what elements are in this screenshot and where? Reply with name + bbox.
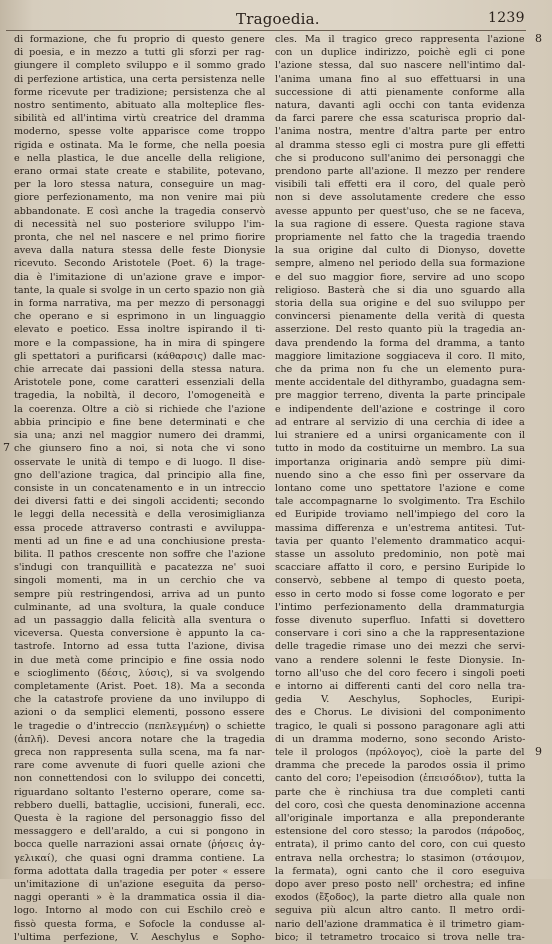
text-line: abbia principio e fine bene determinati e che <box>14 416 265 428</box>
text-line: da farci parere che essa scaturisca proprio dal- <box>275 113 525 125</box>
text-line: rebbero duelli, battaglie, uccisioni, funerali, ecc. <box>14 799 265 811</box>
text-line: γελικαί), che quasi ogni dramma contiene. La <box>14 852 265 864</box>
text-line: tale accompagnarne lo svolgimento. Tra Eschilo <box>275 496 525 508</box>
text-line: azioni o da semplici elementi, possono essere <box>14 707 265 719</box>
text-line: la coerenza. Oltre a ciò si richiede che l'azione <box>14 403 265 415</box>
text-line: gno dell'azione tragica, dal principio alla fine, <box>14 469 265 481</box>
text-line: massima differenza e un'estrema antitesi. Tut- <box>275 522 525 534</box>
text-line: lui straniere ed a unirsi organicamente con il <box>275 430 525 442</box>
text-line: tele il prologos (πρόλογος), cioè la parte del <box>275 746 525 758</box>
text-line: entrava nella orchestra; lo stasimon (στάσιμον, <box>275 852 525 864</box>
text-line: singoli momenti, ma in un cerchio che va <box>14 575 265 587</box>
text-line: cles. Ma il tragico greco rappresenta l'azione <box>275 34 525 45</box>
text-line: non connettendosi con lo sviluppo dei concetti, <box>14 773 265 785</box>
text-line: canto del coro; l'epeisodion (ἐπεισόδιον), tutta la <box>275 773 525 785</box>
text-line: naggi operanti » è la drammatica ossia il dia- <box>14 892 265 904</box>
text-line: di perfezione artistica, una certa persistenza nelle <box>14 73 265 85</box>
text-line: e indipendente dell'azione e costringe il coro <box>275 403 525 415</box>
text-line: nostro sentimento, abituato alla molteplice fles- <box>14 100 265 112</box>
text-line: l'ultima perfezione, V. Aeschylus e Sopho- <box>14 931 265 943</box>
text-line: un'imitazione di un'azione eseguita da perso- <box>14 879 265 890</box>
text-line: estensione del coro stesso; la parodos (πάροδος, <box>275 826 525 838</box>
text-line: l'azione stessa, dal suo nascere nell'intimo dal- <box>275 60 525 72</box>
text-line: convincersi pienamente della verità di questa <box>275 311 525 323</box>
text-line: prendono parte all'azione. Il mezzo per rendere <box>275 166 525 178</box>
text-line: sempre, almeno nel periodo della sua formazione <box>275 258 525 270</box>
text-line: riguardano soltanto l'esterno operare, come sa- <box>14 786 265 798</box>
text-line: gli spettatori a purificarsi (κάθαρσις) dalle mac- <box>14 350 265 362</box>
text-line: dava prendendo la forma del dramma, a tanto <box>275 337 525 349</box>
text-line: l'intimo perfezionamento della drammaturgia <box>275 601 525 613</box>
text-line: la sua origine dal culto di Dionyso, dovette <box>275 245 525 257</box>
text-line: erano ormai state create e stabilite, potevano, <box>14 166 265 178</box>
text-line: Questa è la ragione del personaggio fisso del <box>14 812 265 824</box>
margin-number: 8 <box>535 32 542 45</box>
text-line: ed Euripide troviamo nell'impiego del coro la <box>275 509 525 521</box>
text-line: aveva dalla natura stessa delle feste Dionysie <box>14 245 265 257</box>
text-line: natura, davanti agli occhi con tanta evidenza <box>275 100 525 112</box>
text-line: forma adottata dalla tragedia per poter « essere <box>14 865 265 877</box>
left-column <box>14 33 265 944</box>
text-line: tastrofe. Intorno ad essa tutta l'azione, divisa <box>14 641 265 653</box>
text-line: culminante, ad una svoltura, la quale conduce <box>14 601 265 613</box>
text-line: exodos (ἔξοδος), la parte dietro alla quale non <box>275 892 525 904</box>
text-line: bilita. Il pathos crescente non soffre che l'azione <box>14 548 265 560</box>
text-line: chie arrecate dai passioni della stessa natura. <box>14 364 265 376</box>
text-line: la sua ragione di essere. Questa ragione stava <box>275 218 525 230</box>
text-line: la fermata), ogni canto che il coro eseguiva <box>275 865 525 877</box>
text-line: e del suo maggior fiore, servire ad uno scopo <box>275 271 525 283</box>
text-line: completamente (Arist. Poet. 18). Ma a seconda <box>14 680 265 692</box>
page-number: 1239 <box>488 10 525 26</box>
text-line: l'anima umana fino al suo effettuarsi in una <box>275 73 525 85</box>
text-line: bico; il tetrametro trocaico si trova nelle tra- <box>275 931 525 943</box>
text-line: le leggi della necessità e della verosimiglianza <box>14 509 265 521</box>
text-line: pre maggior terreno, diventa la parte principale <box>275 390 525 402</box>
text-line: dopo aver preso posto nell' orchestra; ed infine <box>275 879 525 890</box>
text-line: lontano come uno spettatore l'azione e come <box>275 482 525 494</box>
text-line: e intorno ai differenti canti del coro nella tra- <box>275 680 525 692</box>
text-line: vano a rendere solenni le feste Dionysie. In- <box>275 654 525 666</box>
text-line: mente accidentale del dithyrambo, guadagna sem- <box>275 377 525 389</box>
text-line: con un duplice indirizzo, poichè egli ci pone <box>275 47 525 59</box>
text-line: gedia V. Aeschylus, Sophocles, Euripi- <box>275 694 525 706</box>
text-line: che si producono sull'animo dei personaggi che <box>275 152 525 164</box>
text-line: delle tragedie rimase uno dei mezzi che servi- <box>275 641 525 653</box>
text-line: asserzione. Del resto quanto più la tragedia an- <box>275 324 525 336</box>
text-line: del coro, così che questa denominazione accenna <box>275 799 525 811</box>
text-line: conservare i cori sino a che la rappresentazione <box>275 628 525 640</box>
text-line: s'indugi con tranquillità e pacatezza ne' suoi <box>14 562 265 574</box>
text-line: des e Chorus. Le divisioni del componimento <box>275 707 525 719</box>
text-line: abbandonate. E così anche la tragedia conservò <box>14 205 265 217</box>
text-line: consiste in un concatenamento e in un intreccio <box>14 482 265 494</box>
page-header <box>0 10 552 30</box>
text-line: di formazione, che fu proprio di questo genere <box>14 34 265 45</box>
text-line: dramma che precede la parodos ossia il primo <box>275 760 525 772</box>
text-line: esso in certo modo si fosse come logorato e per <box>275 588 525 600</box>
text-line: rare come avvenute di fuori quelle azioni che <box>14 760 265 772</box>
text-line: fosse divenuto superfluo. Infatti si dovettero <box>275 614 525 626</box>
text-line: sempre più restringendosi, arriva ad un punto <box>14 588 265 600</box>
text-line: le tragedie o d'intreccio (πεπλεγμένη) o schiette <box>14 720 265 732</box>
text-line: logo. Intorno al modo con cui Eschilo creò e <box>14 905 265 917</box>
text-line: fissò questa forma, e Sofocle la condusse al- <box>14 918 265 930</box>
text-line: entrata), il primo canto del coro, con cui questo <box>275 839 525 851</box>
text-line: dia è l'imitazione di un'azione grave e impor- <box>14 271 265 283</box>
text-line: nario dell'azione drammatica è il trimetro giam- <box>275 918 525 930</box>
text-line: tutto in modo da costituirne un membro. La sua <box>275 443 525 455</box>
text-line: scacciare affatto il coro, e persino Euripide lo <box>275 562 525 574</box>
text-line: forme ricevute per tradizione; persistenza che al <box>14 86 265 98</box>
text-line: seguiva più alcun altro canto. Il metro ordi- <box>275 905 525 917</box>
text-line: moderno, spesse volte apparisce come troppo <box>14 126 265 138</box>
text-line: Aristotele pone, come caratteri essenziali della <box>14 377 265 389</box>
text-line: menti ad un fine e ad una conchiusione presta- <box>14 535 265 547</box>
text-line: greca non rappresenta sulla scena, ma fa nar- <box>14 746 265 758</box>
text-line: all'originale importanza e alla preponderante <box>275 812 525 824</box>
text-line: ad un passaggio dalla felicità alla sventura o <box>14 614 265 626</box>
text-line: e scioglimento (δέσις, λύσις), si va svolgendo <box>14 667 265 679</box>
text-line: in due metà come principio e fine ossia nodo <box>14 654 265 666</box>
text-line: sibilità ed all'intima virtù creatrice del dramma <box>14 113 265 125</box>
margin-number: 7 <box>3 441 10 455</box>
text-line: tragedia, la nobiltà, il decoro, l'omogeneità e <box>14 390 265 402</box>
text-line: messaggero e dell'araldo, a cui si pongono in <box>14 826 265 838</box>
text-line: propriamente nel fatto che la tragedia traendo <box>275 232 525 244</box>
text-line: in forma narrativa, ma per mezzo di personaggi <box>14 298 265 310</box>
text-line: rigida e ostinata. Ma le forme, che nella poesia <box>14 139 265 151</box>
text-line: visibili tali effetti era il coro, del quale però <box>275 179 525 191</box>
text-line: storia della sua origine e del suo sviluppo per <box>275 298 525 310</box>
text-line: non si deve assolutamente credere che esso <box>275 192 525 204</box>
text-line: giungere il completo sviluppo e il sommo grado <box>14 60 265 72</box>
text-line: avesse appunto per quest'uso, che se ne faceva, <box>275 205 525 217</box>
running-title: Tragoedia. <box>236 10 320 28</box>
text-line: l'anima nostra, mentre d'altra parte per entro <box>275 126 525 138</box>
text-line: elevato e poetico. Essa inoltre ispirando il ti- <box>14 324 265 336</box>
text-line: tragico, le quali si possono paragonare agli atti <box>275 720 525 732</box>
text-line: giore perfezionamento, ma non venire mai più <box>14 192 265 204</box>
text-line: essa procede attraverso contrasti e avviluppa- <box>14 522 265 534</box>
text-line: e nella plastica, le due ancelle della religione, <box>14 152 265 164</box>
text-line: osservate le unità di tempo e di luogo. Il dise- <box>14 456 265 468</box>
text-line: religioso. Basterà che si dia uno sguardo alla <box>275 284 525 296</box>
text-line: per la loro stessa natura, conseguire un mag- <box>14 179 265 191</box>
header-rule <box>6 30 526 31</box>
text-line: torno all'uso che del coro fecero i singoli poeti <box>275 667 525 679</box>
text-line: conservò, sebbene al tempo di questo poeta, <box>275 575 525 587</box>
text-line: more e la compassione, ha in mira di spingere <box>14 337 265 349</box>
margin-number: 9 <box>535 744 542 758</box>
text-line: nuendo sino a che esso finì per osservare da <box>275 469 525 481</box>
text-line: sia una; anzi nel maggior numero dei drammi, <box>14 430 265 442</box>
right-column <box>275 33 525 944</box>
text-line: viceversa. Questa conversione è appunto la ca- <box>14 628 265 640</box>
text-line: stasse un assoluto predominio, non potè mai <box>275 548 525 560</box>
text-line: di un dramma moderno, sono secondo Aristo- <box>275 733 525 745</box>
text-line: importanza originaria andò sempre più dimi- <box>275 456 525 468</box>
text-line: che giunsero fino a noi, si nota che vi sono <box>14 443 265 455</box>
text-line: maggiore limitazione soggiaceva il coro. Il mito, <box>275 350 525 362</box>
text-line: tavia per quanto l'elemento drammatico acqui- <box>275 535 525 547</box>
text-line: che la catastrofe proviene da uno inviluppo di <box>14 694 265 706</box>
text-line: tante, la quale si svolge in un certo spazio non già <box>14 284 265 296</box>
text-line: successione di atti pienamente conforme alla <box>275 86 525 98</box>
text-line: bocca quelle narrazioni assai ornate (ῥήσεις ἀγ- <box>14 839 265 851</box>
text-line: di poesia, e in mezzo a tutti gli sforzi per rag- <box>14 47 265 59</box>
text-line: ricevuto. Secondo Aristotele (Poet. 6) la trage- <box>14 258 265 270</box>
text-line: che operano e si esprimono in un linguaggio <box>14 311 265 323</box>
text-line: che da prima non fu che un elemento pura- <box>275 364 525 376</box>
text-line: di necessità nel suo posteriore sviluppo l'im- <box>14 218 265 230</box>
text-line: pronta, che nel nel nascere e nel primo fiorire <box>14 232 265 244</box>
text-line: ad entrare al servizio di una cerchia di idee a <box>275 416 525 428</box>
text-line: dei diversi fatti e dei singoli accidenti; secondo <box>14 496 265 508</box>
text-line: al dramma stesso egli ci mostra pure gli effetti <box>275 139 525 151</box>
text-line: parte che è rinchiusa tra due completi canti <box>275 786 525 798</box>
text-line: (ἁπλῆ). Devesi ancora notare che la tragedia <box>14 733 265 745</box>
